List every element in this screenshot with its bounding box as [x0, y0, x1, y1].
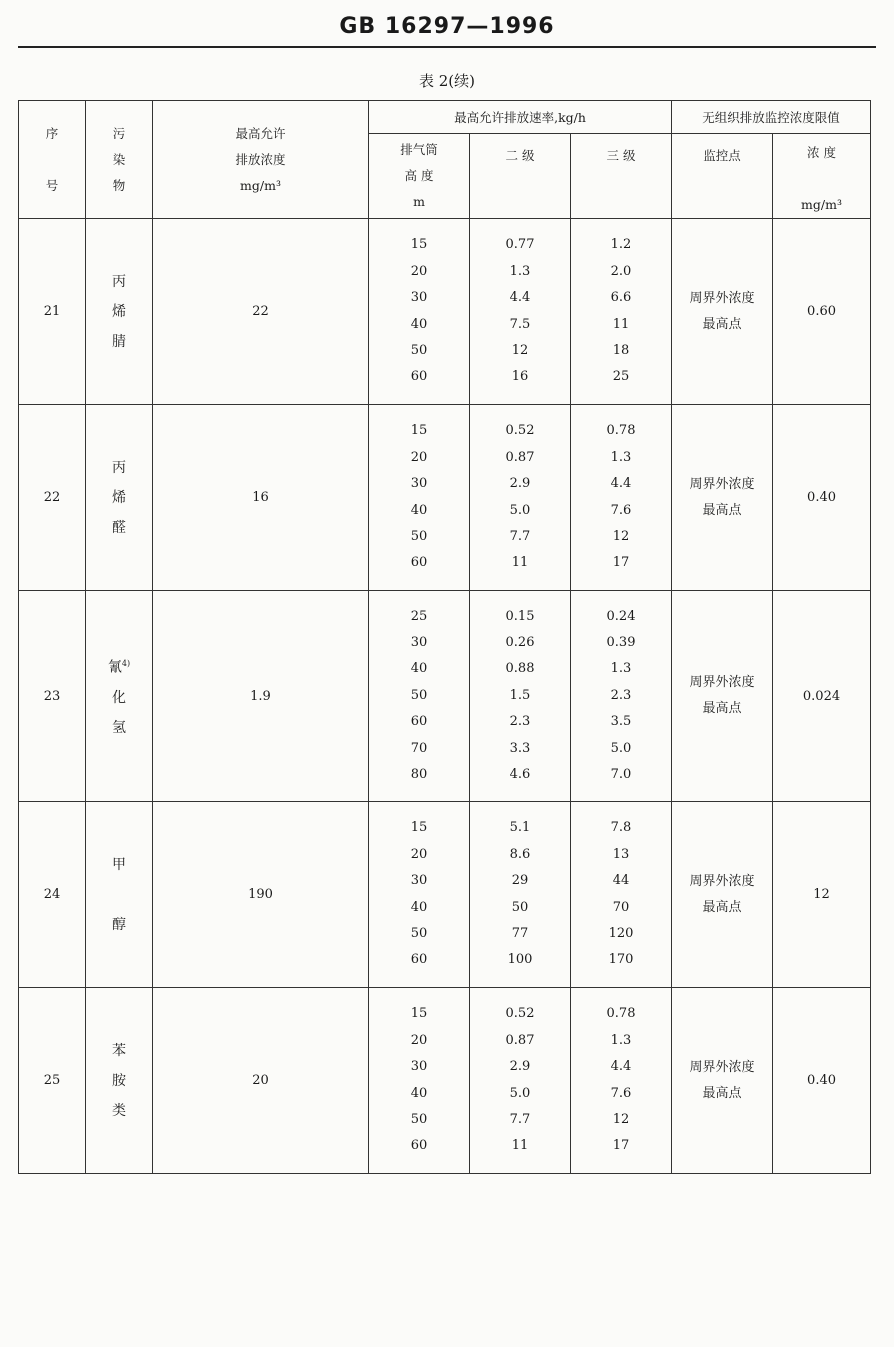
col-header-max-conc: 最高允许 排放浓度 mg/m³: [153, 101, 369, 219]
row-seq: 22: [19, 405, 86, 591]
row-max-conc: 1.9: [153, 591, 369, 802]
row-grade3: 0.24 0.39 1.3 2.3 3.5 5.0 7.0: [571, 591, 672, 802]
row-grade2: 5.1 8.6 29 50 77 100: [470, 802, 571, 988]
row-pollutant: 氰$^{4)}$ 化 氢: [86, 591, 153, 802]
table-row: [19, 219, 871, 405]
table-row: [19, 802, 871, 988]
row-heights: 15 20 30 40 50 60: [369, 802, 470, 988]
row-concentration: 0.024: [773, 591, 871, 802]
row-monitor-point: 周界外浓度 最高点: [672, 988, 773, 1174]
row-max-conc: 22: [153, 219, 369, 405]
col-header-grade3: 三 级: [571, 134, 672, 219]
row-max-conc: 16: [153, 405, 369, 591]
row-grade3: 0.78 1.3 4.4 7.6 12 17: [571, 405, 672, 591]
header-rule: [18, 46, 876, 48]
emission-limits-table: [18, 100, 871, 1174]
col-header-rate-group: 最高允许排放速率,kg/h: [369, 101, 672, 134]
row-heights: 15 20 30 40 50 60: [369, 405, 470, 591]
row-heights: 15 20 30 40 50 60: [369, 219, 470, 405]
row-pollutant: 甲 醇: [86, 802, 153, 988]
row-max-conc: 190: [153, 802, 369, 988]
col-header-concentration: 浓 度 mg/m³: [773, 134, 871, 219]
col-header-seq: 序 号: [19, 101, 86, 219]
row-grade3: 0.78 1.3 4.4 7.6 12 17: [571, 988, 672, 1174]
row-monitor-point: 周界外浓度 最高点: [672, 405, 773, 591]
row-seq: 25: [19, 988, 86, 1174]
standard-code: GB 16297—1996: [339, 14, 555, 39]
row-heights: 25 30 40 50 60 70 80: [369, 591, 470, 802]
row-grade2: 0.52 0.87 2.9 5.0 7.7 11: [470, 988, 571, 1174]
row-max-conc: 20: [153, 988, 369, 1174]
col-header-grade2: 二 级: [470, 134, 571, 219]
row-concentration: 0.40: [773, 988, 871, 1174]
table-row: [19, 591, 871, 802]
row-pollutant: 丙 烯 腈: [86, 219, 153, 405]
row-heights: 15 20 30 40 50 60: [369, 988, 470, 1174]
row-concentration: 0.60: [773, 219, 871, 405]
col-header-fugitive-group: 无组织排放监控浓度限值: [672, 101, 871, 134]
row-grade2: 0.77 1.3 4.4 7.5 12 16: [470, 219, 571, 405]
row-monitor-point: 周界外浓度 最高点: [672, 591, 773, 802]
footnote-marker: 4): [121, 659, 131, 669]
table-row: [19, 988, 871, 1174]
col-header-monitor-point: 监控点: [672, 134, 773, 219]
table-caption: 表 2(续): [418, 72, 476, 90]
col-header-stack-height: 排气筒 高 度 m: [369, 134, 470, 219]
row-pollutant: 丙 烯 醛: [86, 405, 153, 591]
row-grade3: 1.2 2.0 6.6 11 18 25: [571, 219, 672, 405]
col-header-pollutant: 污 染 物: [86, 101, 153, 219]
row-grade2: 0.15 0.26 0.88 1.5 2.3 3.3 4.6: [470, 591, 571, 802]
row-grade2: 0.52 0.87 2.9 5.0 7.7 11: [470, 405, 571, 591]
row-seq: 24: [19, 802, 86, 988]
row-concentration: 12: [773, 802, 871, 988]
row-monitor-point: 周界外浓度 最高点: [672, 219, 773, 405]
row-grade3: 7.8 13 44 70 120 170: [571, 802, 672, 988]
row-monitor-point: 周界外浓度 最高点: [672, 802, 773, 988]
row-seq: 23: [19, 591, 86, 802]
row-pollutant: 苯 胺 类: [86, 988, 153, 1174]
table-row: [19, 405, 871, 591]
row-seq: 21: [19, 219, 86, 405]
row-concentration: 0.40: [773, 405, 871, 591]
